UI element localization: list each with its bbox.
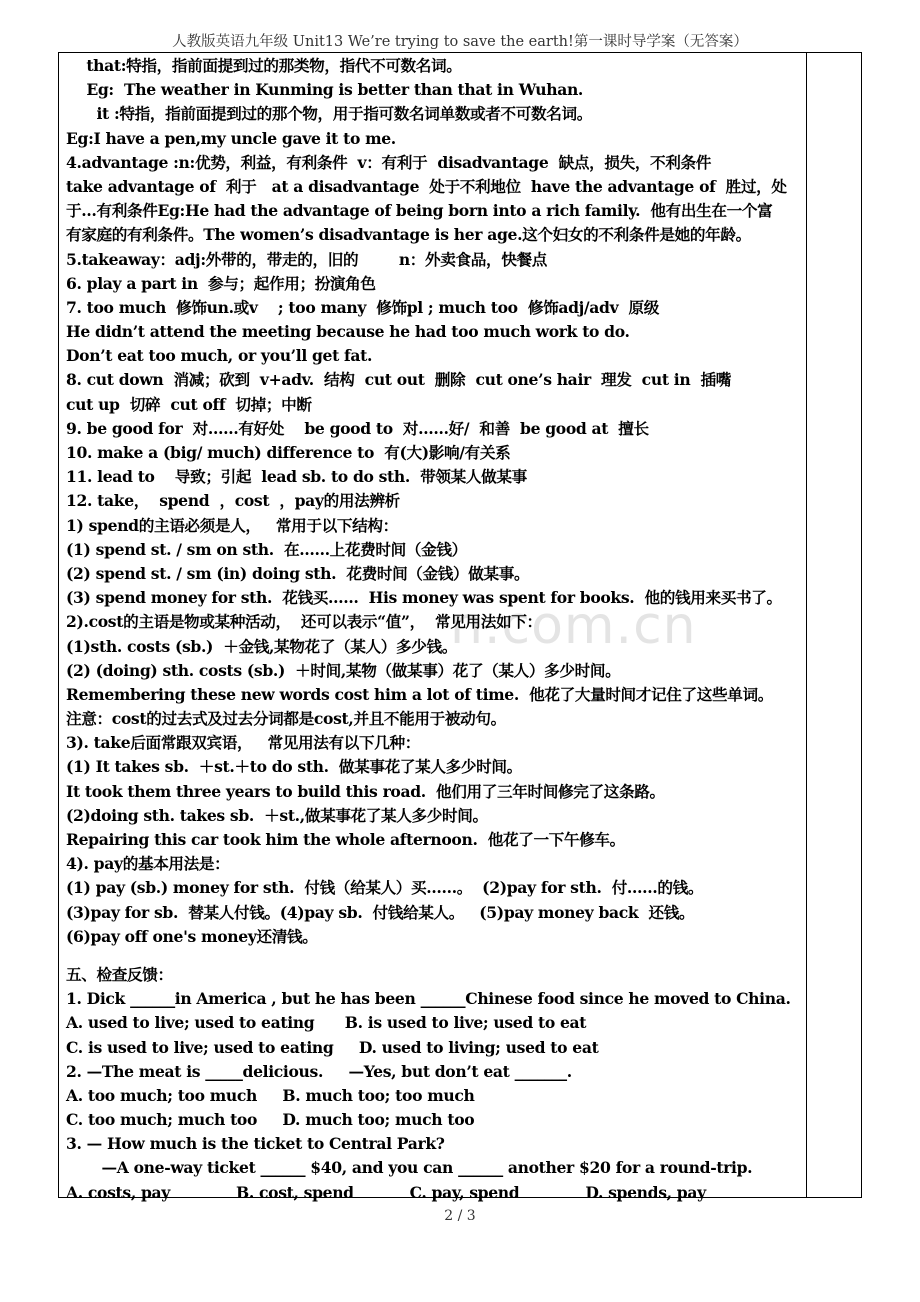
lesson-content [66,54,802,1205]
text-line: (1) pay (sb.) money for sth. 付钱（给某人）买……。 (2)pay for sth. 付……的钱。 [66,878,704,898]
text-line: (2) (doing) sth. costs (sb.) ＋时间,某物（做某事）花了（某人）多少时间。 [66,660,621,680]
text-line: 7. too much 修饰un.或v ; too many 修饰pl ; much too 修饰adj/adv 原级 [66,297,659,317]
text-line: that:特指，指前面提到过的那类物，指代不可数名词。 [66,56,462,75]
question-line: C. is used to live; used to eating D. used to living; used to eat [66,1037,599,1057]
table-column-divider [806,52,807,1198]
question-line: C. too much; much too D. much too; much too [66,1110,475,1130]
page-number: 2 / 3 [444,1208,476,1224]
question-line: A. used to live; used to eating B. is used to live; used to eat [66,1013,587,1033]
exercise-questions [66,987,802,1205]
text-line: (3)pay for sb. 替某人付钱。(4)pay sb. 付钱给某人。 (5)pay money back 还钱。 [66,902,695,922]
text-line: 1) spend的主语必须是人， 常用于以下结构： [66,515,398,535]
text-line: (1)sth. costs (sb.) ＋金钱,某物花了（某人）多少钱。 [66,636,457,656]
text-line: 于…有利条件Eg:He had the advantage of being born into a rich family. 他有出生在一个富 [66,201,773,221]
text-line: cut up 切碎 cut off 切掉；中断 [66,394,312,414]
text-line: 注意：cost的过去式及过去分词都是cost,并且不能用于被动句。 [66,709,506,729]
text-line: (1) spend st. / sm on sth. 在……上花费时间（金钱） [66,539,467,559]
text-line: 11. lead to 导致；引起 lead sb. to do sth. 带领某人做某事 [66,467,527,487]
text-line: 5.takeaway：adj:外带的，带走的，旧的 n：外卖食品，快餐点 [66,249,548,269]
question-line: 1. Dick ______in America , but he has been ______Chinese food since he moved to China. [66,989,791,1009]
notes-lines [66,54,802,949]
page-header: 人教版英语九年级 Unit13 We’re trying to save the earth!第一课时导学案（无答案） [172,34,748,50]
text-line: 8. cut down 消减；砍到 v+adv. 结构 cut out 删除 cut one’s hair 理发 cut in 插嘴 [66,370,731,390]
text-line: take advantage of 利于 at a disadvantage 处于不利地位 have the advantage of 胜过，处 [66,176,787,196]
text-line: He didn’t attend the meeting because he had too much work to do. [66,322,630,342]
text-line: it :特指，指前面提到过的那个物，用于指可数名词单数或者不可数名词。 [66,104,592,124]
text-line: (6)pay off one's money还清钱。 [66,926,318,946]
text-line: Repairing this car took him the whole afternoon. 他花了一下午修车。 [66,830,625,849]
question-line: A. costs, pay B. cost, spend C. pay, spend D. spends, pay [66,1182,706,1202]
text-line: Don’t eat too much, or you’ll get fat. [66,346,373,366]
text-line: 有家庭的有利条件。The women’s disadvantage is her age.这个妇女的不利条件是她的年龄。 [66,225,751,245]
text-line: (2)doing sth. takes sb. ＋st.,做某事花了某人多少时间。 [66,805,488,825]
section-gap [66,949,802,963]
text-line: 6. play a part in 参与；起作用；扮演角色 [66,273,376,293]
text-line: (3) spend money for sth. 花钱买…… His money was spent for books. 他的钱用来买书了。 [66,588,782,608]
section-title: 五、检查反馈： [66,964,173,984]
text-line: (2) spend st. / sm (in) doing sth. 花费时间（金钱）做某事。 [66,563,530,583]
text-line: 4). pay的基本用法是： [66,854,230,874]
question-line: A. too much; too much B. much too; too much [66,1085,475,1105]
text-line: 2).cost的主语是物或某种活动， 还可以表示“值”， 常见用法如下： [66,612,542,632]
text-line: Remembering these new words cost him a lot of time. 他花了大量时间才记住了这些单词。 [66,684,773,704]
text-line: 12. take， spend ，cost ，pay的用法辨析 [66,491,400,511]
question-line: —A one-way ticket ______ $40, and you can ______ another $20 for a round-trip. [66,1158,753,1178]
text-line: 3). take后面常跟双宾语， 常见用法有以下几种： [66,733,420,753]
question-line: 3. — How much is the ticket to Central Park? [66,1134,445,1154]
watermark-text: n.com.cn [450,596,697,656]
text-line: 4.advantage :n:优势，利益，有利条件 v：有利于 disadvantage 缺点，损失，不利条件 [66,152,712,172]
question-line: 2. —The meat is _____delicious. —Yes, but don’t eat _______. [66,1061,572,1081]
text-line: It took them three years to build this road. 他们用了三年时间修完了这条路。 [66,781,665,801]
text-line: Eg: The weather in Kunming is better than that in Wuhan. [66,80,584,100]
text-line: Eg:I have a pen,my uncle gave it to me. [66,128,396,148]
text-line: 10. make a (big/ much) difference to 有(大)影响/有关系 [66,443,511,462]
text-line: (1) It takes sb. ＋st.＋to do sth. 做某事花了某人多少时间。 [66,757,522,777]
text-line: 9. be good for 对……有好处 be good to 对……好/ 和善 be good at 擅长 [66,418,649,438]
